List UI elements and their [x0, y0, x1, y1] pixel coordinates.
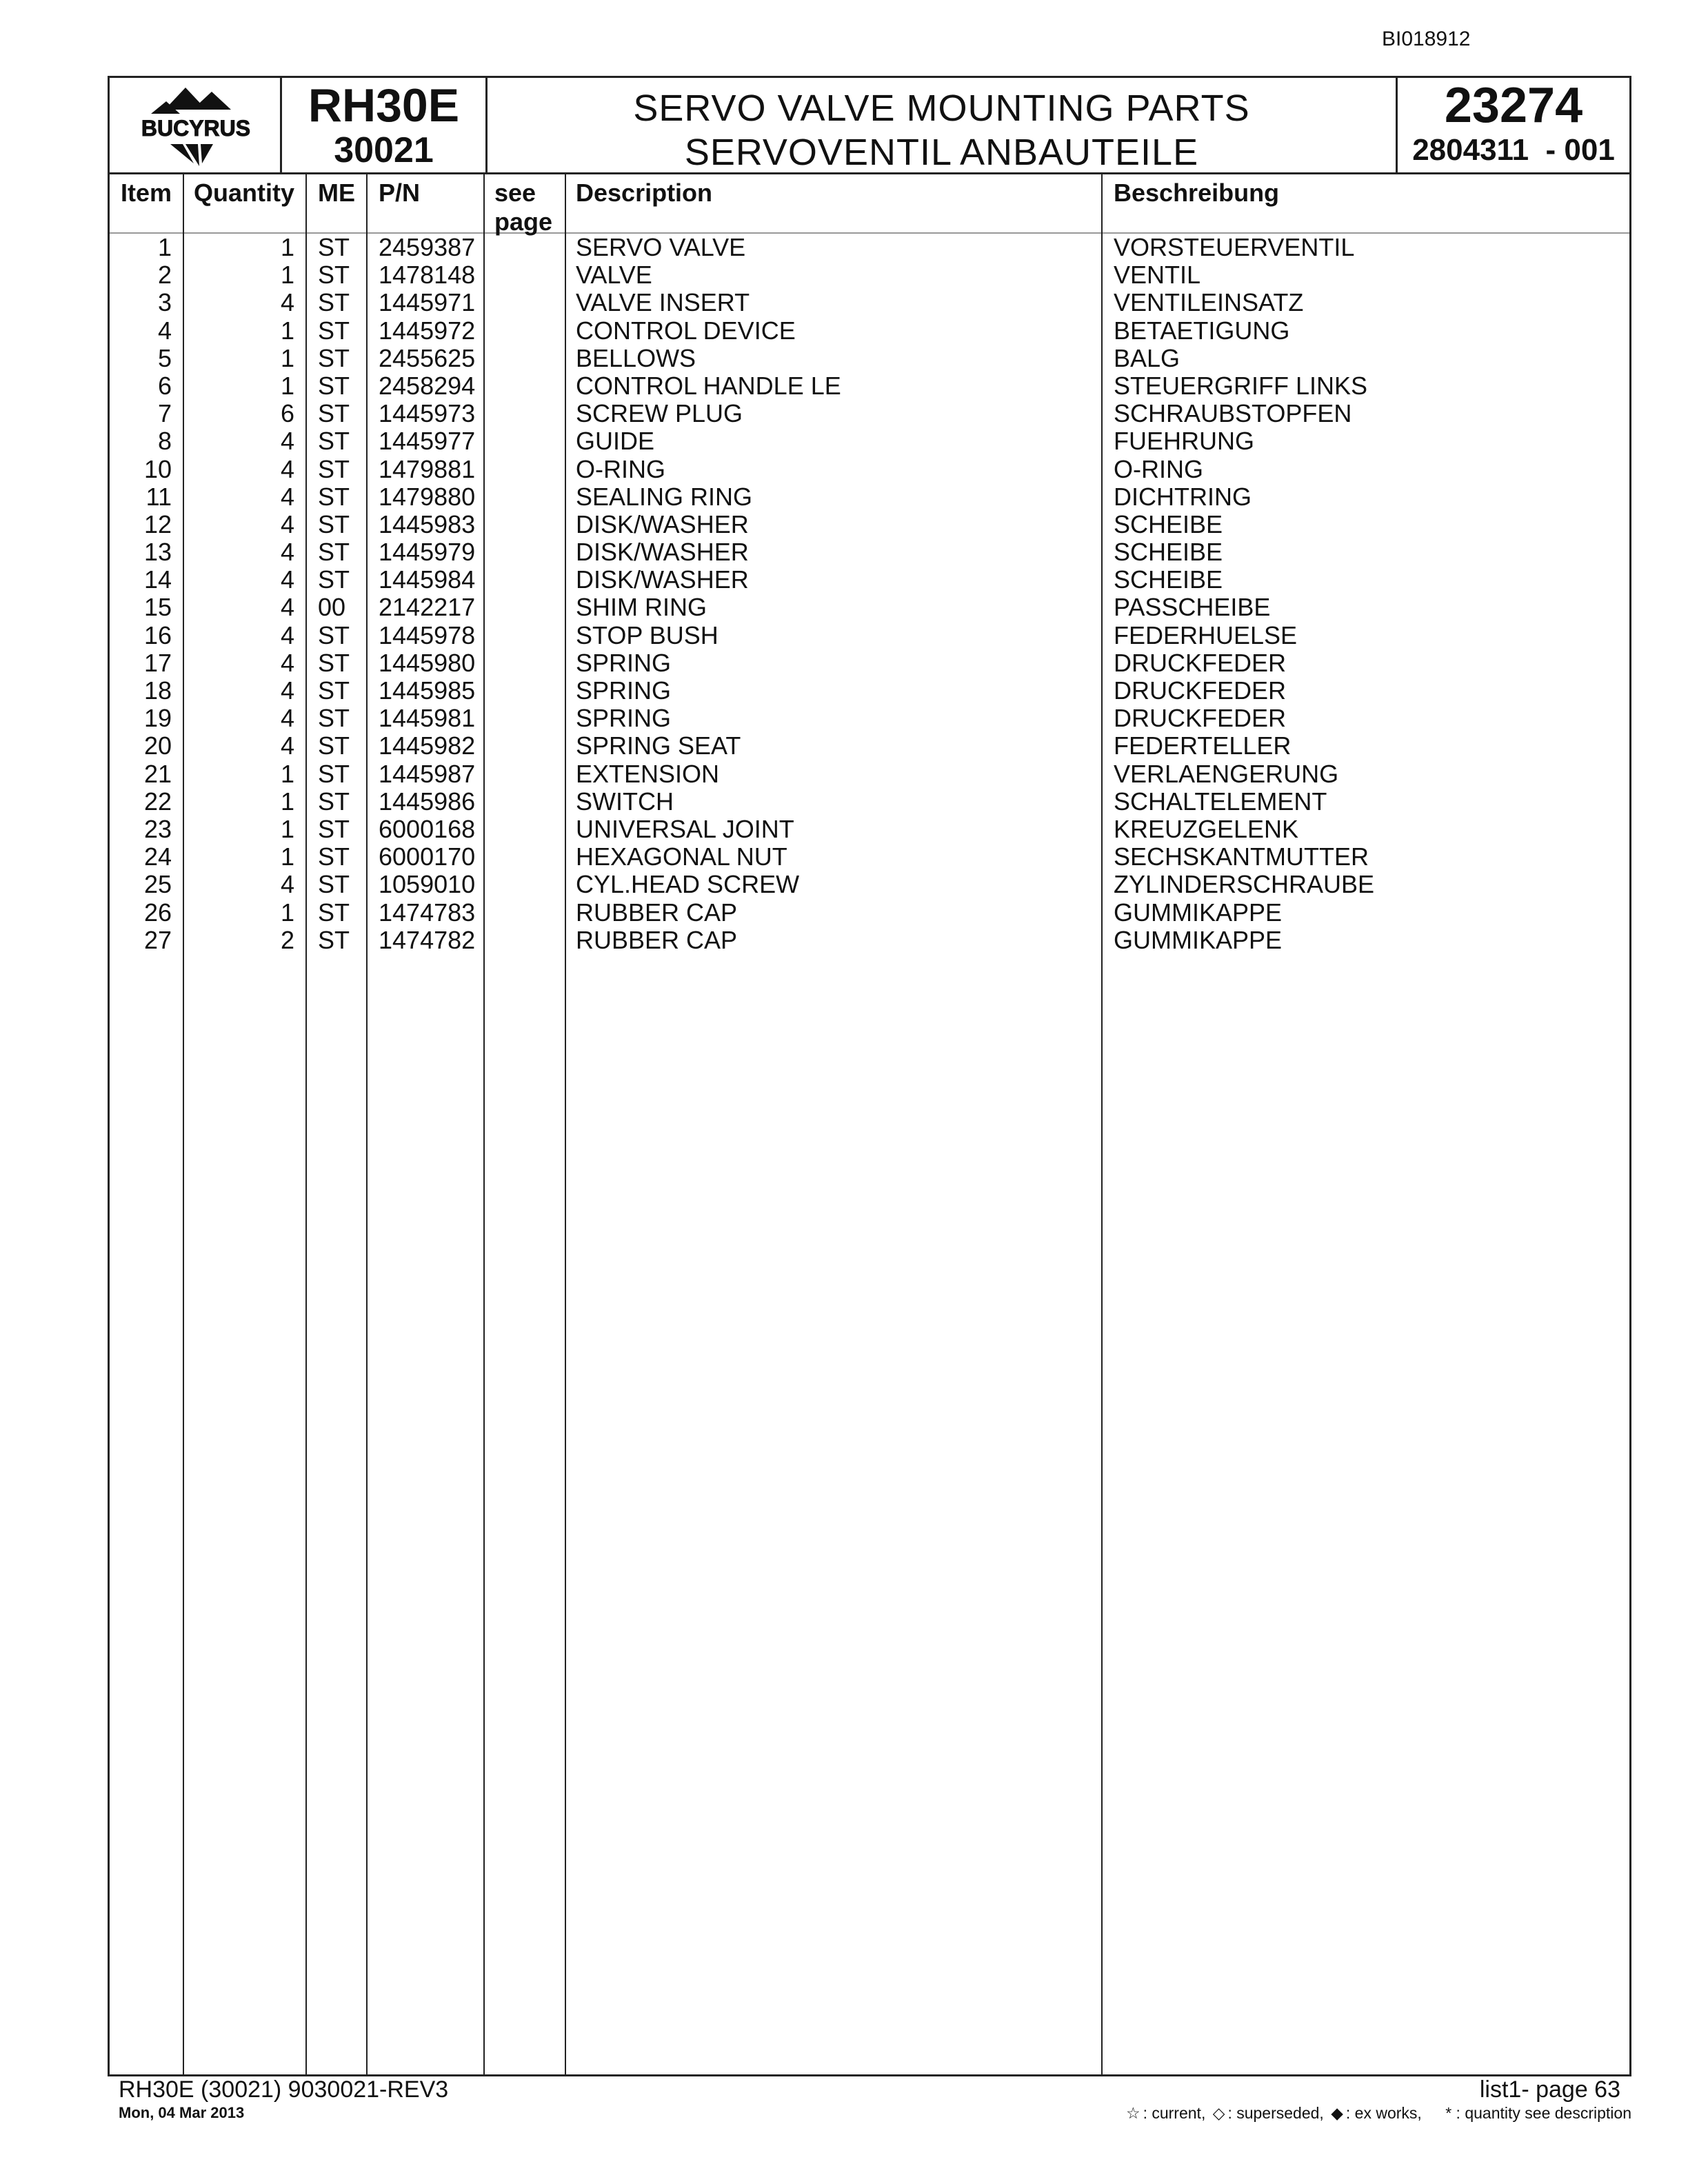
item-cell: 23 — [143, 814, 172, 843]
part-number-cell: 1445977 — [379, 427, 476, 456]
beschreibung-cell: VENTIL — [1114, 261, 1201, 290]
column-beschreibung: Beschreibung — [1114, 179, 1280, 207]
beschreibung-cell: GUMMIKAPPE — [1114, 925, 1283, 954]
description-cell: SWITCH — [576, 787, 674, 816]
column-page-label: page — [494, 208, 553, 236]
logo-cell — [110, 78, 282, 174]
column-see-label: see — [494, 179, 536, 207]
me-cell: ST — [318, 509, 350, 538]
drawing-number: 2804311 - 001 — [1412, 133, 1615, 167]
quantity-cell: 2 — [280, 925, 294, 954]
item-cell: 12 — [143, 509, 172, 538]
quantity-cell: 1 — [280, 261, 294, 290]
column-description: Description — [576, 179, 713, 207]
me-cell: 00 — [318, 593, 346, 622]
part-number-cell: 2455625 — [379, 343, 476, 372]
column-pn: P/N — [379, 179, 421, 207]
description-cell: UNIVERSAL JOINT — [576, 814, 794, 843]
item-cell: 5 — [157, 343, 172, 372]
table-row — [110, 649, 1629, 677]
table-row — [110, 760, 1629, 788]
beschreibung-cell: SCHALTELEMENT — [1114, 787, 1327, 816]
part-number-cell: 1479880 — [379, 482, 476, 511]
table-row — [110, 372, 1629, 400]
table-row — [110, 788, 1629, 816]
table-row — [110, 677, 1629, 705]
quantity-cell: 1 — [280, 759, 294, 788]
legend-quantity: * : quantity see description — [1445, 2104, 1631, 2122]
description-cell: RUBBER CAP — [576, 898, 738, 927]
description-cell: SPRING — [576, 676, 672, 705]
description-cell: SPRING — [576, 704, 672, 733]
part-number-cell: 1445985 — [379, 676, 476, 705]
part-number-cell: 1445979 — [379, 538, 476, 567]
title-german: SERVOVENTIL ANBAUTEILE — [684, 132, 1199, 173]
beschreibung-cell: DRUCKFEDER — [1114, 648, 1287, 677]
description-cell: SCREW PLUG — [576, 399, 743, 428]
table-row — [110, 289, 1629, 316]
beschreibung-cell: ZYLINDERSCHRAUBE — [1114, 870, 1375, 899]
table-row — [110, 427, 1629, 455]
part-number-cell: 1445986 — [379, 787, 476, 816]
part-number-cell: 6000170 — [379, 842, 476, 871]
column-item: Item — [121, 179, 172, 207]
quantity-cell: 4 — [280, 648, 294, 677]
beschreibung-cell: PASSCHEIBE — [1114, 593, 1271, 622]
beschreibung-cell: SCHRAUBSTOPFEN — [1114, 399, 1352, 428]
item-cell: 16 — [143, 620, 172, 649]
quantity-cell: 1 — [280, 343, 294, 372]
quantity-cell: 4 — [280, 593, 294, 622]
quantity-cell: 6 — [280, 399, 294, 428]
me-cell: ST — [318, 427, 350, 456]
me-cell: ST — [318, 731, 350, 760]
quantity-cell: 4 — [280, 676, 294, 705]
me-cell: ST — [318, 704, 350, 733]
diamond-filled-icon: ◆ — [1331, 2104, 1343, 2122]
table-row — [110, 400, 1629, 427]
item-cell: 6 — [157, 371, 172, 400]
me-cell: ST — [318, 399, 350, 428]
me-cell: ST — [318, 261, 350, 290]
legend-current: : current, — [1143, 2104, 1206, 2122]
description-cell: SPRING SEAT — [576, 731, 741, 760]
me-cell: ST — [318, 316, 350, 345]
me-cell: ST — [318, 648, 350, 677]
item-cell: 10 — [143, 454, 172, 483]
description-cell: SEALING RING — [576, 482, 753, 511]
me-cell: ST — [318, 842, 350, 871]
item-cell: 8 — [157, 427, 172, 456]
item-cell: 15 — [143, 593, 172, 622]
beschreibung-cell: FEDERHUELSE — [1114, 620, 1298, 649]
table-row — [110, 538, 1629, 566]
column-quantity: Quantity — [194, 179, 295, 207]
part-number-cell: 2459387 — [379, 233, 476, 261]
description-cell: STOP BUSH — [576, 620, 719, 649]
bucyrus-logo-icon — [117, 82, 275, 170]
quantity-cell: 1 — [280, 842, 294, 871]
quantity-cell: 1 — [280, 898, 294, 927]
me-cell: ST — [318, 759, 350, 788]
quantity-cell: 4 — [280, 427, 294, 456]
item-cell: 17 — [143, 648, 172, 677]
quantity-cell: 1 — [280, 814, 294, 843]
page-number-cell — [1398, 78, 1629, 174]
legend-ex-works: : ex works, — [1345, 2104, 1422, 2122]
column-me: ME — [318, 179, 355, 207]
beschreibung-cell: DRUCKFEDER — [1114, 676, 1287, 705]
beschreibung-cell: VORSTEUERVENTIL — [1114, 233, 1355, 261]
me-cell: ST — [318, 870, 350, 899]
part-number-cell: 1445984 — [379, 565, 476, 594]
item-cell: 7 — [157, 399, 172, 428]
column-header-row — [110, 174, 1629, 234]
footer-document-ref: RH30E (30021) 9030021-REV3 — [119, 2076, 449, 2103]
table-row — [110, 871, 1629, 898]
footer-page-ref: list1- page 63 — [1479, 2076, 1620, 2103]
title-english: SERVO VALVE MOUNTING PARTS — [633, 88, 1250, 129]
me-cell: ST — [318, 620, 350, 649]
table-row — [110, 456, 1629, 483]
table-row — [110, 317, 1629, 345]
beschreibung-cell: BALG — [1114, 343, 1180, 372]
beschreibung-cell: GUMMIKAPPE — [1114, 898, 1283, 927]
quantity-cell: 4 — [280, 482, 294, 511]
description-cell: SPRING — [576, 648, 672, 677]
part-number-cell: 1445980 — [379, 648, 476, 677]
table-row — [110, 511, 1629, 538]
item-cell: 25 — [143, 870, 172, 899]
beschreibung-cell: BETAETIGUNG — [1114, 316, 1290, 345]
table-row — [110, 622, 1629, 649]
part-number-cell: 1445978 — [379, 620, 476, 649]
quantity-cell: 4 — [280, 454, 294, 483]
item-cell: 4 — [157, 316, 172, 345]
item-cell: 26 — [143, 898, 172, 927]
me-cell: ST — [318, 925, 350, 954]
quantity-cell: 1 — [280, 371, 294, 400]
quantity-cell: 4 — [280, 565, 294, 594]
part-number-cell: 1478148 — [379, 261, 476, 290]
parts-list-frame — [108, 76, 1631, 2076]
beschreibung-cell: FEDERTELLER — [1114, 731, 1292, 760]
description-cell: O-RING — [576, 454, 665, 483]
description-cell: EXTENSION — [576, 759, 720, 788]
table-row — [110, 927, 1629, 954]
me-cell: ST — [318, 565, 350, 594]
description-cell: HEXAGONAL NUT — [576, 842, 787, 871]
title-cell — [488, 78, 1398, 174]
beschreibung-cell: SECHSKANTMUTTER — [1114, 842, 1369, 871]
me-cell: ST — [318, 898, 350, 927]
part-number-cell: 1445982 — [379, 731, 476, 760]
svg-text:BUCYRUS: BUCYRUS — [141, 116, 251, 141]
description-cell: SERVO VALVE — [576, 233, 746, 261]
quantity-cell: 1 — [280, 316, 294, 345]
item-cell: 1 — [157, 233, 172, 261]
footer-legend — [1123, 2104, 1631, 2123]
item-cell: 24 — [143, 842, 172, 871]
beschreibung-cell: STEUERGRIFF LINKS — [1114, 371, 1368, 400]
description-cell: DISK/WASHER — [576, 538, 749, 567]
part-number-cell: 1445973 — [379, 399, 476, 428]
table-row — [110, 594, 1629, 621]
table-row — [110, 566, 1629, 594]
part-number-cell: 2142217 — [379, 593, 476, 622]
beschreibung-cell: DRUCKFEDER — [1114, 704, 1287, 733]
legend-superseded: : superseded, — [1227, 2104, 1324, 2122]
beschreibung-cell: KREUZGELENK — [1114, 814, 1299, 843]
part-number-cell: 1445971 — [379, 288, 476, 317]
column-see-page — [494, 179, 552, 236]
beschreibung-cell: SCHEIBE — [1114, 509, 1223, 538]
parts-table-body — [110, 234, 1629, 954]
model-cell — [282, 78, 488, 174]
description-cell: VALVE — [576, 261, 652, 290]
quantity-cell: 1 — [280, 233, 294, 261]
quantity-cell: 4 — [280, 704, 294, 733]
beschreibung-cell: VENTILEINSATZ — [1114, 288, 1304, 317]
description-cell: CONTROL HANDLE LE — [576, 371, 841, 400]
beschreibung-cell: SCHEIBE — [1114, 538, 1223, 567]
quantity-cell: 4 — [280, 620, 294, 649]
me-cell: ST — [318, 814, 350, 843]
description-cell: GUIDE — [576, 427, 655, 456]
part-number-cell: 1059010 — [379, 870, 476, 899]
table-row — [110, 732, 1629, 760]
me-cell: ST — [318, 454, 350, 483]
table-row — [110, 483, 1629, 511]
beschreibung-cell: DICHTRING — [1114, 482, 1252, 511]
beschreibung-cell: O-RING — [1114, 454, 1203, 483]
item-cell: 20 — [143, 731, 172, 760]
part-number-cell: 2458294 — [379, 371, 476, 400]
part-number-cell: 1445981 — [379, 704, 476, 733]
page-group-number: 23274 — [1444, 78, 1583, 133]
quantity-cell: 4 — [280, 538, 294, 567]
description-cell: SHIM RING — [576, 593, 707, 622]
item-cell: 27 — [143, 925, 172, 954]
part-number-cell: 1445987 — [379, 759, 476, 788]
part-number-cell: 1479881 — [379, 454, 476, 483]
part-number-cell: 1474782 — [379, 925, 476, 954]
item-cell: 2 — [157, 261, 172, 290]
description-cell: VALVE INSERT — [576, 288, 750, 317]
model-number: 30021 — [334, 130, 434, 170]
description-cell: CONTROL DEVICE — [576, 316, 796, 345]
table-row — [110, 345, 1629, 372]
me-cell: ST — [318, 343, 350, 372]
table-row — [110, 234, 1629, 261]
part-number-cell: 6000168 — [379, 814, 476, 843]
item-cell: 3 — [157, 288, 172, 317]
footer-date: Mon, 04 Mar 2013 — [119, 2104, 245, 2121]
diamond-outline-icon: ◇ — [1212, 2104, 1225, 2122]
item-cell: 14 — [143, 565, 172, 594]
me-cell: ST — [318, 288, 350, 317]
item-cell: 18 — [143, 676, 172, 705]
item-cell: 21 — [143, 759, 172, 788]
table-row — [110, 899, 1629, 927]
item-cell: 11 — [145, 482, 172, 511]
description-cell: BELLOWS — [576, 343, 696, 372]
table-row — [110, 843, 1629, 871]
beschreibung-cell: FUEHRUNG — [1114, 427, 1254, 456]
me-cell: ST — [318, 676, 350, 705]
model-name: RH30E — [308, 79, 460, 132]
me-cell: ST — [318, 233, 350, 261]
description-cell: CYL.HEAD SCREW — [576, 870, 800, 899]
item-cell: 19 — [143, 704, 172, 733]
table-row — [110, 816, 1629, 843]
table-row — [110, 261, 1629, 289]
part-number-cell: 1445972 — [379, 316, 476, 345]
item-cell: 22 — [143, 787, 172, 816]
beschreibung-cell: SCHEIBE — [1114, 565, 1223, 594]
description-cell: DISK/WASHER — [576, 509, 749, 538]
beschreibung-cell: VERLAENGERUNG — [1114, 759, 1339, 788]
quantity-cell: 4 — [280, 731, 294, 760]
part-number-cell: 1445983 — [379, 509, 476, 538]
description-cell: DISK/WASHER — [576, 565, 749, 594]
me-cell: ST — [318, 371, 350, 400]
quantity-cell: 4 — [280, 870, 294, 899]
description-cell: RUBBER CAP — [576, 925, 738, 954]
me-cell: ST — [318, 787, 350, 816]
document-id: BI018912 — [1382, 28, 1471, 50]
item-cell: 13 — [143, 538, 172, 567]
me-cell: ST — [318, 538, 350, 567]
part-number-cell: 1474783 — [379, 898, 476, 927]
table-row — [110, 705, 1629, 732]
quantity-cell: 1 — [280, 787, 294, 816]
star-outline-icon: ☆ — [1125, 2104, 1141, 2122]
quantity-cell: 4 — [280, 509, 294, 538]
quantity-cell: 4 — [280, 288, 294, 317]
me-cell: ST — [318, 482, 350, 511]
